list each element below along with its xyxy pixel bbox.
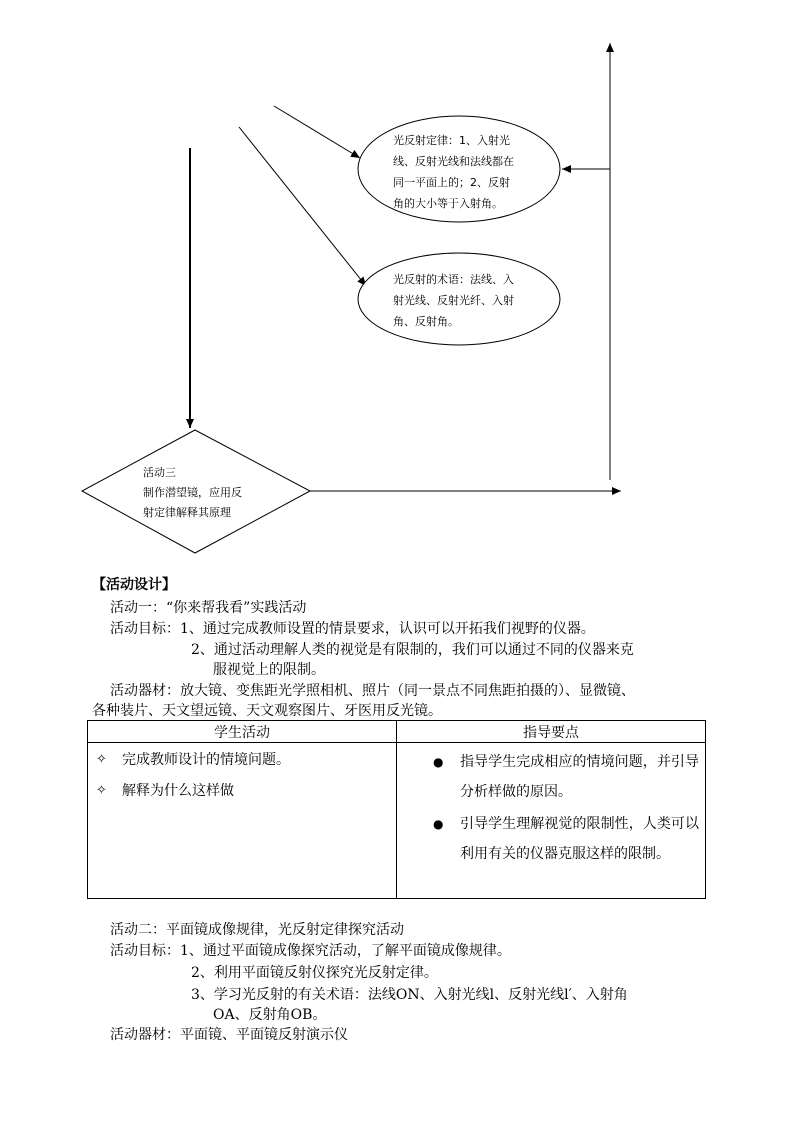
ellipse-1-line: 线、反射光线和法线都在	[393, 155, 514, 168]
ellipse-2-line: 光反射的术语：法线、入	[393, 273, 514, 286]
student-item-text: 完成教师设计的情境问题。	[122, 752, 290, 768]
arrow-to-ellipse-2	[239, 127, 366, 286]
ellipse-2-text	[393, 269, 543, 332]
diamond-line: 制作潜望镜，应用反	[143, 486, 242, 499]
ellipse-2-line: 角、反射角。	[393, 315, 459, 328]
activity-1-goal-2: 2、通过活动理解人类的视觉是有限制的，我们可以通过不同的仪器来克	[191, 642, 634, 658]
activity-2-materials: 活动器材：平面镜、平面镜反射演示仪	[110, 1027, 348, 1043]
student-item-text: 解释为什么这样做	[122, 783, 234, 799]
header-student-activity: 学生活动	[88, 721, 397, 743]
ellipse-1-line: 同一平面上的；2、反射	[393, 176, 510, 189]
list-item	[96, 777, 396, 805]
table-row	[88, 743, 706, 899]
activity-1-goal-1: 活动目标：1、通过完成教师设置的情景要求，认识可以开拓我们视野的仪器。	[110, 621, 595, 637]
list-item	[433, 809, 699, 869]
activity-2-goal-1: 活动目标：1、通过平面镜成像探究活动，了解平面镜成像规律。	[110, 943, 511, 959]
activity-1-materials: 活动器材：放大镜、变焦距光学照相机、照片（同一景点不同焦距拍摄的）、显微镜、	[110, 683, 635, 699]
bullet-dot-icon: ●	[433, 817, 444, 831]
bullet-dot-icon: ●	[433, 755, 444, 769]
list-item	[96, 746, 396, 774]
guide-item-text: 引导学生理解视觉的限制性，人类可以利用有关的仪器克服这样的限制。	[460, 816, 699, 862]
arrow-to-ellipse-1	[274, 106, 360, 158]
section-heading: 【活动设计】	[92, 577, 176, 593]
table-header-row	[88, 721, 706, 743]
diamond-bullet-icon: ✧	[96, 783, 107, 798]
activity-table	[87, 720, 706, 899]
ellipse-2-line: 射光线、反射光纤、入射	[393, 294, 514, 307]
activity-2-goal-2: 2、利用平面镜反射仪探究光反射定律。	[191, 965, 438, 981]
diamond-line: 射定律解释其原理	[143, 506, 231, 519]
guide-item-text: 指导学生完成相应的情境问题，并引导分析样做的原因。	[460, 754, 699, 800]
header-guidance-points: 指导要点	[397, 721, 706, 743]
guidance-cell	[397, 743, 706, 899]
activity-1-goal-2-cont: 服视觉上的限制。	[213, 662, 325, 678]
activity-2-title: 活动二：平面镜成像规律，光反射定律探究活动	[110, 922, 404, 938]
ellipse-1-line: 光反射定律：1、入射光	[393, 134, 510, 147]
activity-1-materials-cont: 各种装片、天文望远镜、天文观察图片、牙医用反光镜。	[92, 703, 442, 719]
diamond-bullet-icon: ✧	[96, 752, 107, 767]
activity-1-title: 活动一：“你来帮我看”实践活动	[110, 600, 307, 616]
diamond-line: 活动三	[143, 466, 176, 479]
diamond-text	[143, 463, 268, 523]
activity-2-goal-3-cont: OA、反射角OB。	[213, 1007, 327, 1023]
student-activity-cell	[88, 743, 397, 899]
activity-2-goal-3: 3、学习光反射的有关术语：法线ON、入射光线l、反射光线l′、入射角	[191, 987, 628, 1003]
ellipse-1-text	[393, 130, 553, 214]
list-item	[433, 747, 699, 807]
ellipse-1-line: 角的大小等于入射角。	[393, 197, 503, 210]
